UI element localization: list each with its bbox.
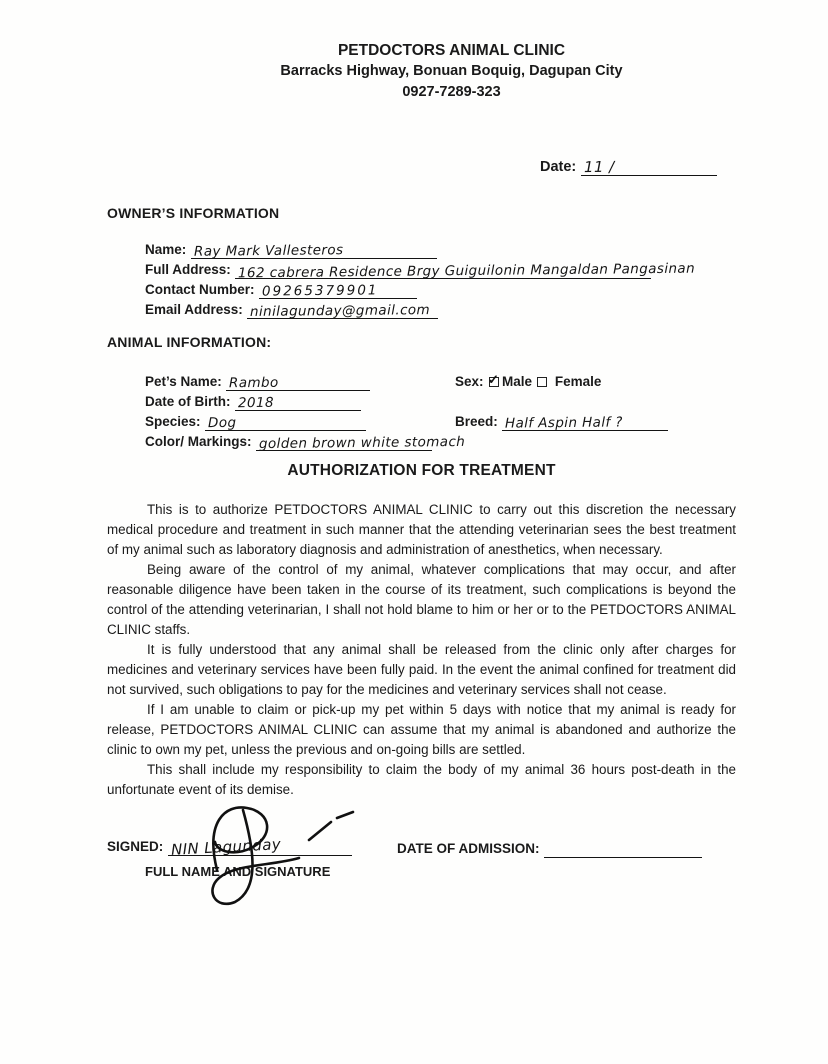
authorization-paragraph-1: This is to authorize PETDOCTORS ANIMAL CLINIC to carry out this discretion the necessary medical procedure and treatment in such manner that the attending veterinarian sees the best treatment of my animal such as laboratory diagnosis and administration of anesthetics, when necessary.	[107, 502, 736, 557]
sex-female-label: Female	[554, 374, 602, 389]
admission-label: DATE OF ADMISSION:	[397, 841, 540, 856]
animal-fields	[145, 372, 785, 452]
date-line	[581, 158, 717, 176]
female-checkbox-empty-icon	[537, 377, 547, 387]
color-markings-label: Color/ Markings:	[145, 434, 252, 449]
owner-contact-row	[145, 280, 785, 300]
owner-email-label: Email Address:	[145, 302, 243, 317]
signature-handwritten-name: NIN Lagunday	[170, 835, 282, 859]
owner-email-row	[145, 300, 785, 320]
admission-line	[544, 840, 702, 858]
owner-fields	[145, 240, 785, 320]
breed-field	[455, 412, 668, 431]
male-checkbox-checked-icon	[489, 377, 499, 387]
owner-name-row	[145, 240, 785, 260]
owner-section-heading: OWNER’S INFORMATION	[107, 205, 280, 221]
color-markings-row	[145, 432, 785, 452]
clinic-phone: 0927-7289-323	[402, 84, 501, 100]
species-line	[205, 413, 366, 431]
breed-label: Breed:	[455, 414, 498, 429]
authorization-title: AUTHORIZATION FOR TREATMENT	[287, 462, 556, 479]
date-label: Date:	[540, 159, 577, 175]
owner-address-label: Full Address:	[145, 262, 231, 277]
color-markings-value: golden brown white stomach	[258, 433, 466, 453]
signature-line	[168, 835, 352, 859]
breed-value: Half Aspin Half ?	[505, 414, 624, 432]
dob-line	[235, 393, 361, 411]
sex-male-label: Male	[501, 374, 532, 389]
species-row	[145, 412, 785, 432]
owner-address-row	[145, 260, 785, 280]
breed-line	[502, 413, 668, 431]
authorization-paragraph-5: This shall include my responsibility to claim the body of my animal 36 hours post-death in the unfortunate event of its demise.	[107, 762, 736, 797]
pet-name-line	[226, 373, 370, 391]
owner-email-value: ninilagunday@gmail.com	[250, 302, 431, 320]
owner-address-value: 162 cabrera Residence Brgy Guiguilonin Mangaldan Pangasinan	[238, 260, 696, 282]
color-markings-line	[256, 433, 466, 453]
admission-field	[397, 840, 702, 858]
sex-field	[455, 372, 601, 391]
owner-address-line	[235, 260, 696, 282]
authorization-paragraph-3: It is fully understood that any animal shall be released from the clinic only after charges for medicines and veterinary services have been fully paid. In the event the animal confined for treatment did not survived, such obligations to pay for the medicines and veterinary services shall not cease.	[107, 642, 736, 697]
pet-name-label: Pet’s Name:	[145, 374, 222, 389]
owner-contact-label: Contact Number:	[145, 282, 255, 297]
authorization-body	[107, 500, 736, 800]
dob-value: 2018	[237, 394, 274, 412]
owner-email-line	[247, 301, 438, 319]
owner-contact-line	[259, 281, 417, 299]
clinic-name: PETDOCTORS ANIMAL CLINIC	[337, 42, 566, 59]
clinic-header	[85, 40, 818, 103]
dob-row	[145, 392, 785, 412]
signed-label: SIGNED:	[107, 839, 164, 854]
animal-section-heading: ANIMAL INFORMATION:	[107, 334, 272, 350]
species-value: Dog	[207, 414, 237, 432]
date-field	[540, 158, 717, 176]
species-label: Species:	[145, 414, 201, 429]
pet-name-value: Rambo	[229, 374, 279, 392]
owner-contact-value: 09265379901	[261, 282, 379, 300]
sex-label: Sex:	[455, 374, 484, 389]
owner-name-value: Ray Mark Vallesteros	[193, 242, 344, 260]
signature-block	[107, 835, 747, 879]
authorization-paragraph-2: Being aware of the control of my animal, whatever complications that may occur, and after reasonable diligence have been taken in the course of its treatment, such complications is beyond the control of the attending veterinarian, I shall not hold blame to him or her or to the PETDOCTORS ANIMAL CLINIC staffs.	[107, 562, 736, 637]
pet-name-row	[145, 372, 785, 392]
dob-label: Date of Birth:	[145, 394, 231, 409]
signature-caption: FULL NAME AND SIGNATURE	[145, 864, 331, 879]
owner-name-line	[191, 241, 437, 259]
clinic-address: Barracks Highway, Bonuan Boquig, Dagupan City	[280, 63, 623, 79]
date-handwritten-value: 11 /	[583, 157, 615, 177]
authorization-paragraph-4: If I am unable to claim or pick-up my pet within 5 days with notice that my animal is ready for release, PETDOCTORS ANIMAL CLINIC can assume that my animal is abandoned and authorize the clinic to own my pet, unless the previous and on-going bills are settled.	[107, 702, 736, 757]
owner-name-label: Name:	[145, 242, 187, 257]
